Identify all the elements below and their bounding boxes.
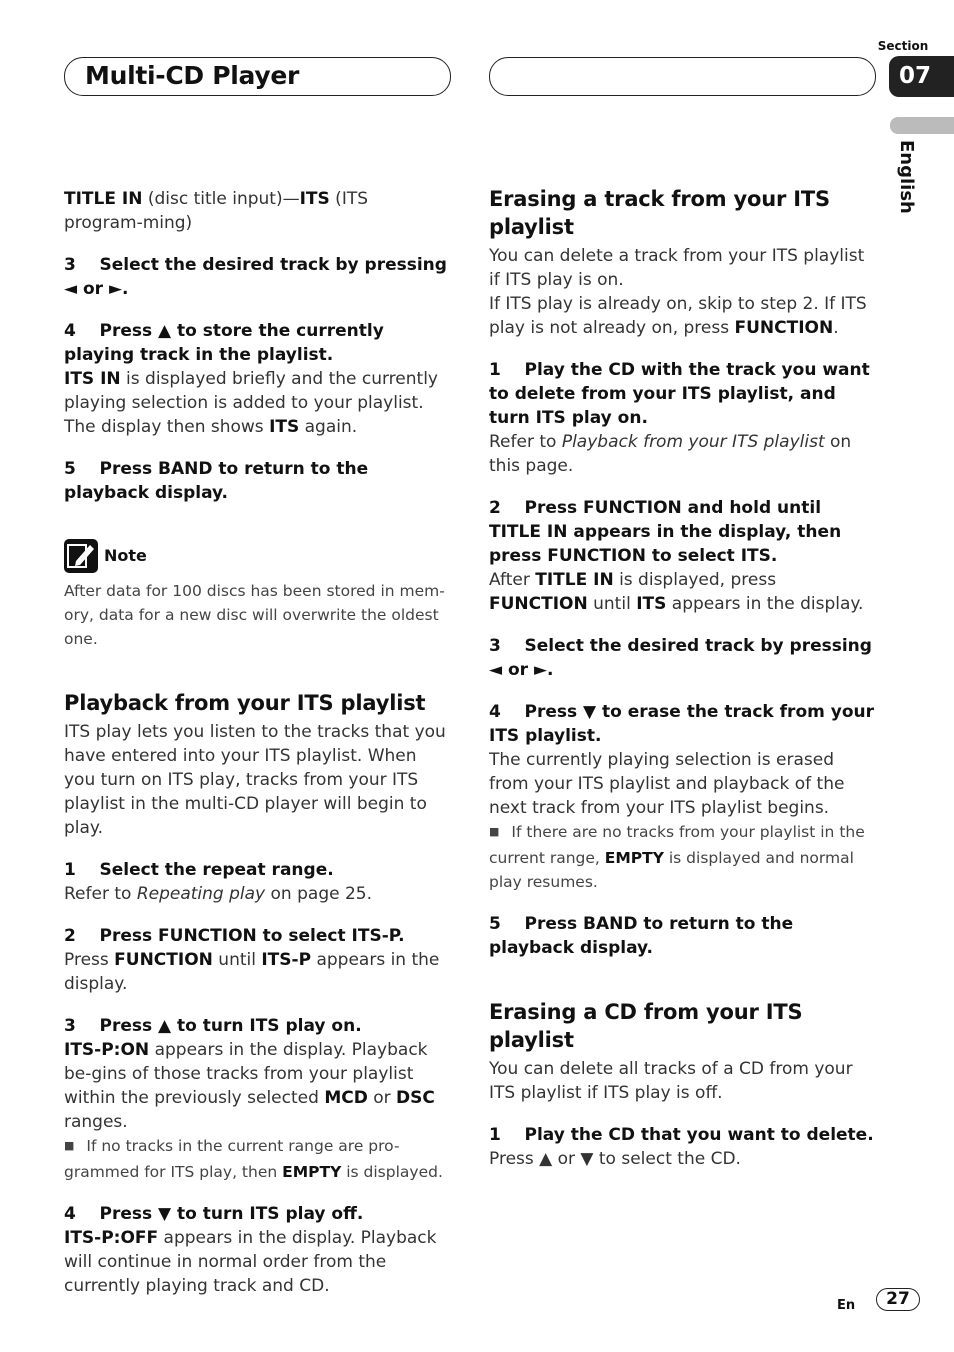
- text-run: is displayed and normal play resumes.: [489, 849, 854, 891]
- section-heading-playback: Playback from your ITS playlist: [64, 691, 426, 715]
- playback-step-2-body: [64, 948, 452, 996]
- text-run: on this page.: [489, 432, 852, 476]
- section-number-badge: 07: [889, 56, 954, 97]
- erase-track-intro: You can delete a track from your ITS playlist if ITS play is on.: [489, 246, 865, 290]
- erase-cd-step-1-body: Press ▲ or ▼ to select the CD.: [489, 1149, 741, 1169]
- erase-step-2-heading: 2 Press FUNCTION and hold until TITLE IN appears in the display, then press FUNCTION to select ITS.: [489, 498, 842, 566]
- right-column: [489, 185, 877, 1171]
- erase-cd-intro: You can delete all tracks of a CD from your ITS playlist if ITS play is off.: [489, 1059, 853, 1103]
- bold-term: MCD: [324, 1088, 368, 1108]
- playback-step-1-heading: 1 Select the repeat range.: [64, 860, 334, 880]
- erase-bullet-note: [489, 820, 877, 894]
- step-5-heading: 5 Press BAND to return to the playback display.: [64, 459, 369, 503]
- section-heading-erase-track: Erasing a track from your ITS playlist: [489, 187, 830, 239]
- bold-term: ITS: [636, 594, 667, 614]
- text-run: .: [833, 318, 839, 338]
- text-run: until: [587, 594, 637, 614]
- text-run: or: [367, 1088, 397, 1108]
- playback-step-4-body: [64, 1226, 452, 1298]
- bold-term: FUNCTION: [114, 950, 213, 970]
- text-run: appears in the display. Playback will continue in normal order from the currently playing track and CD.: [64, 1228, 437, 1296]
- text-run: After: [489, 570, 536, 590]
- text-run: is displayed, press: [613, 570, 777, 590]
- bold-term: ITS-P:ON: [64, 1040, 150, 1060]
- text-run: If no tracks in the current range are pro-grammed for ITS play, then: [64, 1137, 400, 1181]
- playback-step-1-body: [64, 882, 452, 906]
- bold-term: FUNCTION: [734, 318, 834, 338]
- text-run: appears in the display.: [666, 594, 864, 614]
- text-run: Refer to: [64, 884, 137, 904]
- italic-reference: Playback from your ITS playlist: [561, 432, 825, 452]
- step-3-heading: 3 Select the desired track by pressing ◄ or ►.: [64, 255, 447, 299]
- footer-language: En: [837, 1298, 856, 1313]
- header-blank-box: [489, 57, 876, 96]
- bold-term: ITS: [269, 417, 300, 437]
- text-run: ranges.: [64, 1112, 128, 1132]
- erase-step-3-heading: 3 Select the desired track by pressing ◄ or ►.: [489, 636, 872, 680]
- text-run: If ITS play is already on, skip to step 2. If ITS play is not already on, press: [489, 294, 867, 338]
- italic-reference: Repeating play: [136, 884, 266, 904]
- bold-term: EMPTY: [282, 1163, 342, 1181]
- erase-step-4-heading: 4 Press ▼ to erase the track from your ITS playlist.: [489, 702, 874, 746]
- playback-step-4-heading: 4 Press ▼ to turn ITS play off.: [64, 1204, 364, 1224]
- bold-term: ITS-P: [261, 950, 312, 970]
- bold-term: TITLE IN: [535, 570, 614, 590]
- step-4-body: [64, 367, 452, 439]
- note-text: After data for 100 discs has been stored in mem-ory, data for a new disc will overwrite the oldest one.: [64, 582, 445, 648]
- bold-term: TITLE IN: [64, 189, 143, 209]
- erase-step-1-body: [489, 430, 877, 478]
- text-run: is displayed briefly and the currently playing selection is added to your playlist. The display then shows: [64, 369, 438, 437]
- playback-bullet-note: [64, 1134, 452, 1184]
- text-run: Press: [64, 950, 115, 970]
- text-run: appears in the display.: [64, 950, 440, 994]
- erase-step-5-heading: 5 Press BAND to return to the playback display.: [489, 914, 794, 958]
- erase-step-2-body: [489, 568, 877, 616]
- pencil-note-icon: [64, 539, 98, 573]
- playback-step-2-heading: 2 Press FUNCTION to select ITS-P.: [64, 926, 405, 946]
- playback-step-3-body: [64, 1038, 452, 1134]
- erase-step-4-body: The currently playing selection is erased from your ITS playlist and playback of the next track from your ITS playlist begins.: [489, 750, 845, 818]
- bullet-square-icon: ■: [489, 825, 500, 838]
- title-in-paragraph: [64, 187, 452, 235]
- section-heading-erase-cd: Erasing a CD from your ITS playlist: [489, 1000, 803, 1052]
- playback-intro: ITS play lets you listen to the tracks that you have entered into your ITS playlist. When you turn on ITS play, tracks from your ITS playlist in the multi-CD player will begin to play.: [64, 722, 446, 838]
- playback-step-3-heading: 3 Press ▲ to turn ITS play on.: [64, 1016, 362, 1036]
- note-label: Note: [104, 546, 147, 565]
- text-run: on page 25.: [265, 884, 373, 904]
- bold-term: ITS IN: [64, 369, 121, 389]
- text-run: Refer to: [489, 432, 562, 452]
- language-tab-bar: [890, 117, 954, 134]
- erase-cd-step-1-heading: 1 Play the CD that you want to delete.: [489, 1125, 874, 1145]
- chapter-title-box: [64, 57, 451, 96]
- text-run: (disc title input)—: [142, 189, 300, 209]
- text-run: appears in the display. Playback be-gins of those tracks from your playlist within the previously selected: [64, 1040, 428, 1108]
- erase-step-1-heading: 1 Play the CD with the track you want to delete from your ITS playlist, and turn ITS play on.: [489, 360, 870, 428]
- text-run: If there are no tracks from your playlist in the current range,: [489, 823, 865, 867]
- left-column: [64, 187, 452, 1298]
- bullet-square-icon: ■: [64, 1139, 75, 1152]
- language-tab-label: English: [896, 140, 917, 214]
- note-header: [64, 539, 452, 575]
- text-run: until: [212, 950, 262, 970]
- page-number: 27: [876, 1288, 920, 1311]
- text-run: again.: [299, 417, 358, 437]
- bold-term: ITS: [299, 189, 330, 209]
- bold-term: ITS-P:OFF: [64, 1228, 159, 1248]
- erase-track-intro-2: [489, 292, 877, 340]
- text-run: is displayed.: [341, 1163, 443, 1181]
- chapter-title: Multi-CD Player: [85, 61, 300, 90]
- bold-term: DSC: [396, 1088, 435, 1108]
- bold-term: EMPTY: [604, 849, 664, 867]
- text-run: (ITS program-ming): [64, 189, 369, 233]
- bold-term: FUNCTION: [489, 594, 588, 614]
- step-4-heading: 4 Press ▲ to store the currently playing track in the playlist.: [64, 321, 384, 365]
- section-label: Section: [877, 39, 929, 53]
